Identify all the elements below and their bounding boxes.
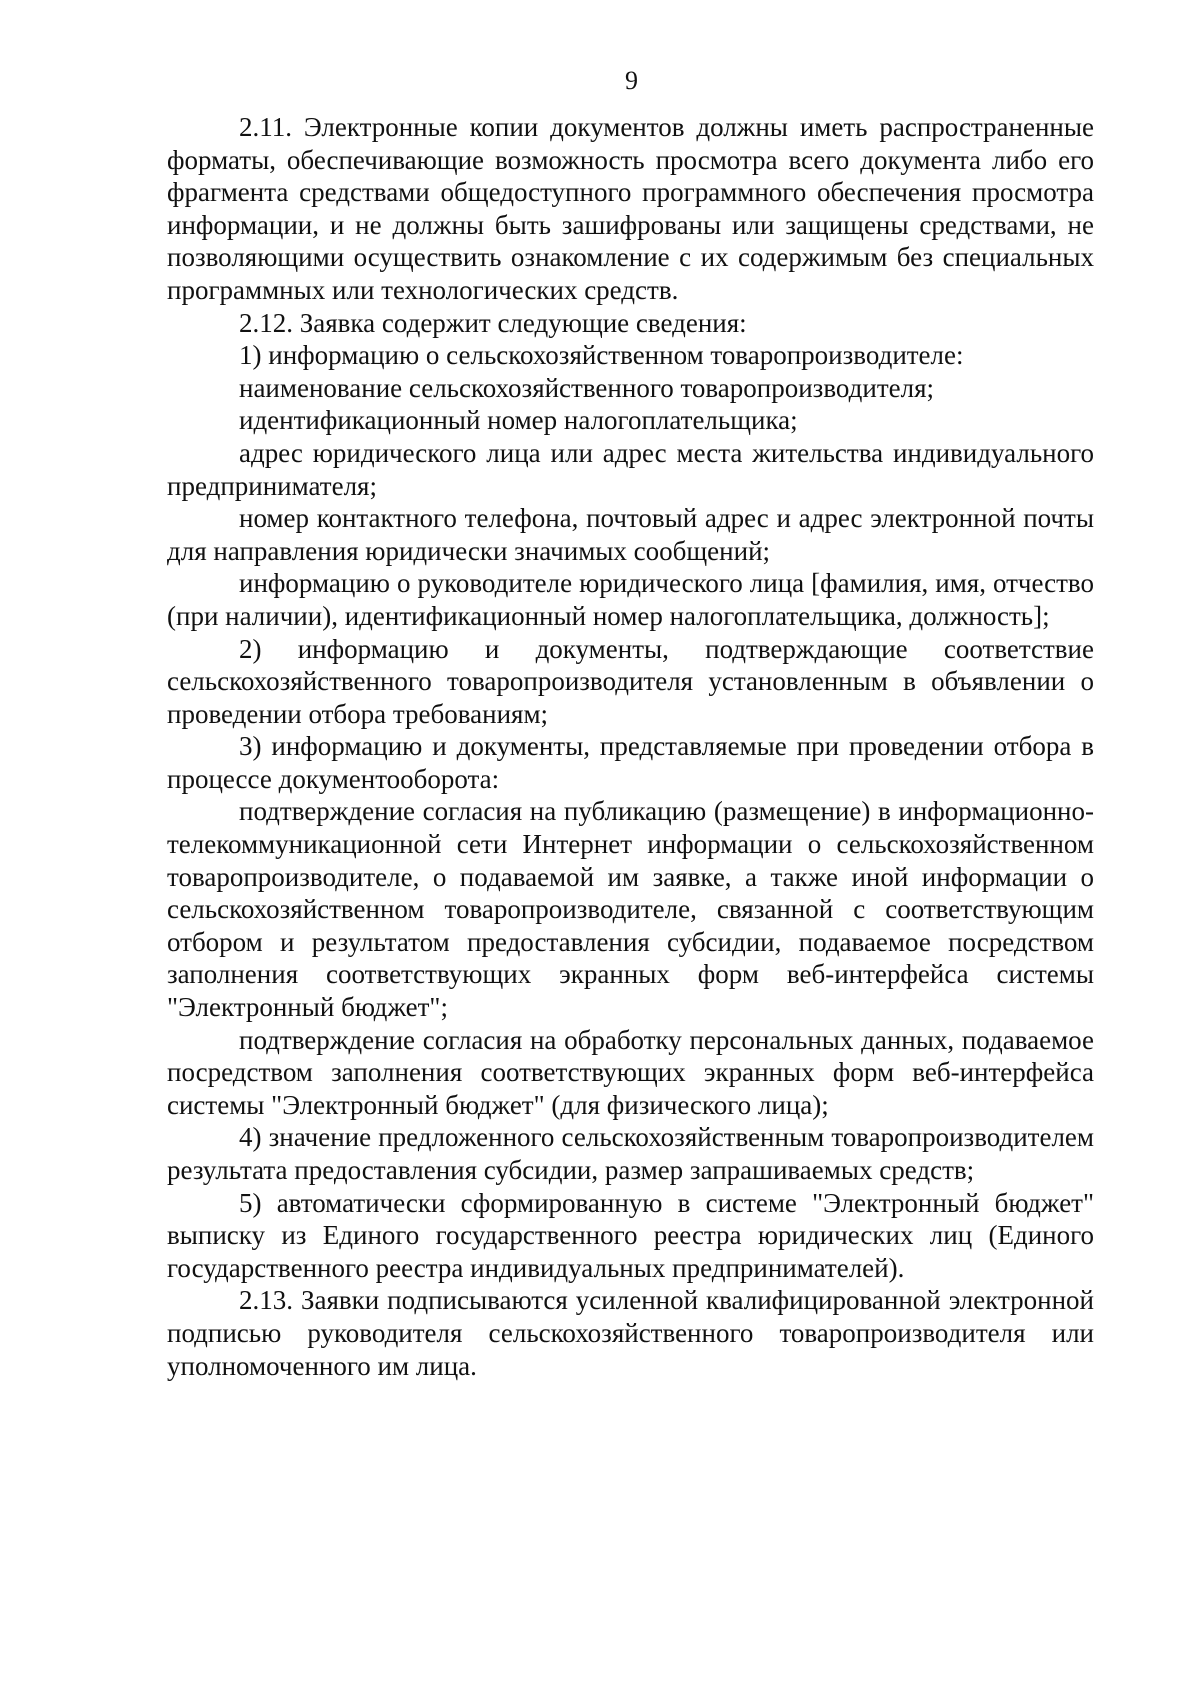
- sub-item-contacts: номер контактного телефона, почтовый адрес и адрес электронной почты для направления юридически значимых сообщений;: [167, 503, 1094, 566]
- document-body: [167, 111, 1094, 1382]
- sub-item-personal-data-consent: подтверждение согласия на обработку персональных данных, подаваемое посредством заполнения соответствующих экранных форм веб-интерфейса системы "Электронный бюджет" (для физического лица);: [167, 1024, 1094, 1120]
- paragraph-2-11: 2.11. Электронные копии документов должны иметь распространенные форматы, обеспечивающие возможность просмотра всего документа либо его фрагмента средствами общедоступного программного обеспечения просмотра информации, и не должны быть зашифрованы или защищены средствами, не позволяющими осуществить ознакомление с их содержимым без специальных программных или технологических средств.: [167, 112, 1094, 305]
- sub-item-inn: идентификационный номер налогоплательщика;: [239, 405, 798, 436]
- sub-item-head-info: информацию о руководителе юридического лица [фамилия, имя, отчество (при наличии), идентификационный номер налогоплательщика, должность];: [167, 568, 1094, 631]
- sub-item-publication-consent: подтверждение согласия на публикацию (размещение) в информационно-телекоммуникационной сети Интернет информации о сельскохозяйственном товаропроизводителе, о подаваемой им заявке, а также иной информации о сельскохозяйственном товаропроизводителе, связанной с соответствующим отбором и результатом предоставления субсидии, подаваемое посредством заполнения соответствующих экранных форм веб-интерфейса системы "Электронный бюджет";: [167, 796, 1094, 1023]
- list-item-5: 5) автоматически сформированную в системе "Электронный бюджет" выписку из Единого государственного реестра юридических лиц (Единого государственного реестра индивидуальных предпринимателей).: [167, 1187, 1094, 1283]
- paragraph-2-13: 2.13. Заявки подписываются усиленной квалифицированной электронной подписью руководителя сельскохозяйственного товаропроизводителя или уполномоченного им лица.: [167, 1285, 1094, 1381]
- list-item-3: 3) информацию и документы, представляемые при проведении отбора в процессе документооборота:: [167, 731, 1094, 794]
- sub-item-name: наименование сельскохозяйственного товаропроизводителя;: [239, 372, 934, 403]
- paragraph-2-12: 2.12. Заявка содержит следующие сведения:: [239, 307, 747, 338]
- sub-item-address: адрес юридического лица или адрес места жительства индивидуального предпринимателя;: [167, 437, 1094, 501]
- list-item-1: 1) информацию о сельскохозяйственном товаропроизводителе:: [239, 340, 964, 371]
- page-number: 9: [625, 66, 638, 95]
- list-item-2: 2) информацию и документы, подтверждающие соответствие сельскохозяйственного товаропроизводителя установленным в объявлении о проведении отбора требованиям;: [167, 633, 1094, 729]
- list-item-4: 4) значение предложенного сельскохозяйственным товаропроизводителем результата предоставления субсидии, размер запрашиваемых средств;: [167, 1122, 1094, 1185]
